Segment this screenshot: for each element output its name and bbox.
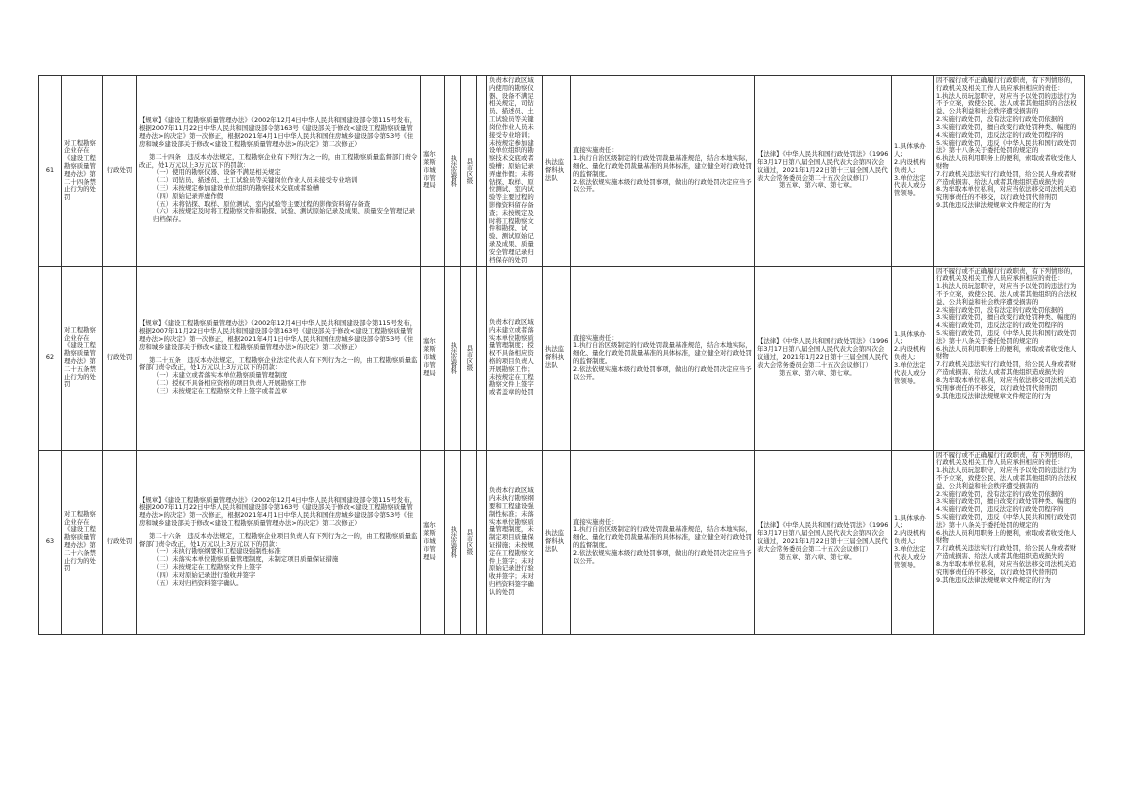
department: 塞尔莱斯市城市管理局 xyxy=(421,266,445,450)
row-index: 61 xyxy=(39,76,62,267)
liability-item: 1.执法人员玩忽职守，对应当予以处罚的违法行为不予立案，致使公民、法人或者其他组织的合法权益、公共利益和社会秩序遭受损害的 xyxy=(936,91,1077,116)
enforcement-type: 执法监督科 xyxy=(445,450,461,634)
enforcement-type: 执法监督科 xyxy=(445,266,461,450)
liability-item: 因不履行或不正确履行行政职责，有下列情形的，行政机关及相关工作人员应承担相应的责任： xyxy=(936,76,1077,92)
liability-item: 2.实施行政处罚，没有法定的行政处罚依据的 xyxy=(936,115,1064,124)
item-category: 行政处罚 xyxy=(103,266,137,450)
liability-item: 9.其他违反法律法规规章文件规定的行为 xyxy=(936,575,1051,584)
text-line: 【法律】《中华人民共和国行政处罚法》（1996年3月17日第八届全国人民代表大会第四次会议通过，2021年1月22日第十三届全国人民代表大会常务委员会第二十五次会议修订） xyxy=(757,337,889,369)
text-line: 1.具体承办人; xyxy=(894,329,926,346)
text-line: 2.内设机构负责人; xyxy=(894,158,926,174)
basis-paragraph: （二）未落实本单位勘察质量管理制度，未制定项目质量保证措施 xyxy=(153,555,339,564)
liability-list xyxy=(934,266,1085,450)
basis-paragraph: 第二十六条 违反本办法规定，工程勘察企业项目负责人有下列行为之一的，由工程勘察质量监督部门责令改正，处1万元以上3万元以下的罚款： xyxy=(139,531,418,548)
basis-paragraph: 【规章】《建设工程勘察质量管理办法》（2002年12月4日中华人民共和国建设部令第115号发布，根据2007年11月22日中华人民共和国建设部令第163号《建设部关于修改<建设工程勘察质量管理办法>的决定》第一次修正，根据2021年4月1日中华人民共和国住房城乡建设部令第53号《住房和城乡建设部关于修改<建设工程勘察质量管理办法>的决定》第二次修正） xyxy=(139,116,417,148)
liability-item: 3.实施行政处罚，擅自改变行政处罚种类、幅度的 xyxy=(936,122,1077,131)
text-line: 1.执行自治区级制定的行政处罚裁量基准规范，结合本地实际，细化、量化行政处罚裁量基准的具体标准，建立健全对行政处罚的监督制度。 xyxy=(573,154,752,178)
text-line: 【法律】《中华人民共和国行政处罚法》（1996年3月17日第八届全国人民代表大会第四次会议通过，2021年1月22日第十三届全国人民代表大会常务委员会第二十五次会议修订） xyxy=(757,521,889,553)
liability-item: 因不履行或不正确履行行政职责，有下列情形的，行政机关及相关工作人员应承担相应的责任： xyxy=(936,266,1077,283)
table-row xyxy=(39,76,1085,267)
liability-item: 4.实施行政处罚，违反法定的行政处罚程序的 xyxy=(936,130,1064,139)
liability-item: 8.为牟取本单位私利，对应当依法移交司法机关追究刑事责任的不移交，以行政处罚代替刑罚 xyxy=(936,559,1077,576)
liability-item: 7.行政机关违法实行行政处罚，给公民人身或者财产造成损害、给法人或者其他组织造成损失的 xyxy=(936,544,1077,561)
basis-paragraph: （五）未将钻探、取样、原位测试、室内试验等主要过程的影像资料留存备查 xyxy=(153,199,371,208)
basis-paragraph: （四）原始记录弄虚作假 xyxy=(153,191,224,200)
text-line: 2.内设机构负责人; xyxy=(894,345,926,362)
item-content: 负责本行政区域内使用的勘察仪器、设备不满足相关规定，司钻员、描述员、土工试验员等关键岗位作业人员未接受专业培训；未按规定参加建设单位组织的勘察技术交底或者验槽；原始记录弄虚作假；未将钻探、取样、原位测试、室内试验等主要过程的影像资料留存备查；未按规定及时将工程勘察文件和勘探、试验、测试原始记录及成果、质量安全管理记录归档保存的处罚 xyxy=(487,76,543,267)
basis-paragraph: 【规章】《建设工程勘察质量管理办法》（2002年12月4日中华人民共和国建设部令第115号发布，根据2007年11月22日中华人民共和国建设部令第163号《建设部关于修改<建设工程勘察质量管理办法>的决定》第一次修正，根据2021年4月1日中华人民共和国住房城乡建设部令第53号《住房和城乡建设部关于修改<建设工程勘察质量管理办法>的决定》第二次修正） xyxy=(139,495,417,527)
liability-item: 6.执法人员利用职务上的便利，索取或者收受他人财物 xyxy=(936,344,1077,361)
responsible-parties: 执法监督科执法队 xyxy=(543,76,571,267)
liability-list xyxy=(934,450,1085,634)
law-basis xyxy=(755,450,892,634)
responsibility-text xyxy=(571,450,755,634)
blank-cell xyxy=(477,266,487,450)
text-line: 2.依法依规实施本级行政处罚事项，做出的行政处罚决定应当予以公开。 xyxy=(573,548,752,565)
department: 塞尔莱斯市城市管理局 xyxy=(421,450,445,634)
liability-item: 9.其他违反法律法规规章文件规定的行为 xyxy=(936,391,1051,400)
row-index: 63 xyxy=(39,450,62,634)
text-line: 直接实施责任： xyxy=(573,146,618,155)
text-line: 2.依法依规实施本级行政处罚事项，做出的行政处罚决定应当予以公开。 xyxy=(573,364,752,381)
text-line: 1.执行自治区级制定的行政处罚裁量基准规范，结合本地实际，细化、量化行政处罚裁量基准的具体标准，建立健全对行政处罚的监督制度。 xyxy=(573,341,752,365)
item-name: 对工程勘察企业存在《建设工程勘察质量管理办法》第二十四条禁止行为的处罚 xyxy=(62,76,103,267)
table-row xyxy=(39,266,1085,450)
liability-item: 8.为牟取本单位私利，对应当依法移交司法机关追究刑事责任的不移交，以行政处罚代替刑罚 xyxy=(936,185,1077,202)
responsibility-text xyxy=(571,266,755,450)
responsible-parties: 执法监督科执法队 xyxy=(543,266,571,450)
liability-item: 7.行政机关违法实行行政处罚，给公民人身或者财产造成损害、给法人或者其他组织造成损失的 xyxy=(936,360,1077,377)
accountability xyxy=(892,76,934,267)
text-line: 第五章、第六章、第七章。 xyxy=(779,552,856,561)
item-name: 对工程勘察企业存在《建设工程勘察质量管理办法》第二十五条禁止行为的处罚 xyxy=(62,266,103,450)
text-line: 1.具体承办人; xyxy=(894,513,926,530)
basis-paragraph: （五）未对归档资料签字确认。 xyxy=(153,578,243,587)
basis-paragraph: （一）使用的勘察仪器、设备不满足相关规定 xyxy=(153,168,281,177)
liability-item: 5.实施行政处罚，违反《中华人民共和国行政处罚法》第十八条关于委托处罚的规定的 xyxy=(936,513,1077,529)
basis-paragraph: （一）未执行勘察纲要和工程建设强制性标准 xyxy=(153,547,281,556)
table-row xyxy=(39,450,1085,634)
liability-item: 2.实施行政处罚，没有法定的行政处罚依据的 xyxy=(936,489,1064,498)
liability-item: 4.实施行政处罚，违反法定的行政处罚程序的 xyxy=(936,505,1064,514)
liability-item: 6.执法人员利用职务上的便利，索取或者收受他人财物 xyxy=(936,528,1077,545)
responsible-parties: 执法监督科执法队 xyxy=(543,450,571,634)
liability-item: 1.执法人员玩忽职守，对应当予以处罚的违法行为不予立案，致使公民、法人或者其他组织的合法权益、公共利益和社会秩序遭受损害的 xyxy=(936,466,1077,490)
basis-paragraph: （三）未按规定在工程勘察文件上签字 xyxy=(153,563,262,572)
text-line: 第五章、第六章、第七章。 xyxy=(779,368,856,377)
level: 县市区级 xyxy=(461,266,477,450)
law-basis xyxy=(755,76,892,267)
liability-item: 8.为牟取本单位私利，对应当依法移交司法机关追究刑事责任的不移交，以行政处罚代替刑罚 xyxy=(936,375,1077,392)
item-content: 负责本行政区域内未执行勘察纲要和工程建设强制性标准；未落实本单位勘察质量管理制度，未制定项目质量保证措施；未按规定在工程勘察文件上签字；未对原始记录进行验收并签字；未对归档资料签字确认的处罚 xyxy=(487,450,543,634)
item-name: 对工程勘察企业存在《建设工程勘察质量管理办法》第二十六条禁止行为的处罚 xyxy=(62,450,103,634)
liability-item: 5.实施行政处罚，违反《中华人民共和国行政处罚法》第十八条关于委托处罚的规定的 xyxy=(936,329,1077,345)
legal-basis xyxy=(137,450,421,634)
liability-list xyxy=(934,76,1085,267)
item-category: 行政处罚 xyxy=(103,76,137,267)
liability-item: 7.行政机关违法实行行政处罚，给公民人身或者财产造成损害、给法人或者其他组织造成损失的 xyxy=(936,169,1077,186)
basis-paragraph: （四）未对原始记录进行验收并签字 xyxy=(153,570,256,579)
text-line: 直接实施责任： xyxy=(573,517,618,526)
basis-paragraph: （三）未按规定参加建设单位组织的勘察技术交底或者验槽 xyxy=(153,183,320,192)
basis-paragraph: 【规章】《建设工程勘察质量管理办法》（2002年12月4日中华人民共和国建设部令第115号发布，根据2007年11月22日中华人民共和国建设部令第163号《建设部关于修改<建设工程勘察质量管理办法>的决定》第一次修正，根据2021年4月1日中华人民共和国住房城乡建设部令第53号《住房和城乡建设部关于修改<建设工程勘察质量管理办法>的决定》第二次修正） xyxy=(139,319,417,351)
blank-cell xyxy=(477,450,487,634)
accountability xyxy=(892,450,934,634)
basis-paragraph: （二）司钻员、描述员、土工试验员等关键岗位作业人员未接受专业培训 xyxy=(153,176,358,185)
level: 县市区级 xyxy=(461,76,477,267)
basis-paragraph: 第二十五条 违反本办法规定，工程勘察企业法定代表人有下列行为之一的，由工程勘察质量监督部门责令改正，处1万元以上3万元以下的罚款： xyxy=(139,355,418,372)
item-category: 行政处罚 xyxy=(103,450,137,634)
text-line: 1.执行自治区级制定的行政处罚裁量基准规范，结合本地实际，细化、量化行政处罚裁量基准的具体标准，建立健全对行政处罚的监督制度。 xyxy=(573,525,752,549)
liability-item: 因不履行或不正确履行行政职责，有下列情形的，行政机关及相关工作人员应承担相应的责任： xyxy=(936,450,1077,467)
accountability xyxy=(892,266,934,450)
liability-item: 1.执法人员玩忽职守，对应当予以处罚的违法行为不予立案，致使公民、法人或者其他组织的合法权益、公共利益和社会秩序遭受损害的 xyxy=(936,282,1077,306)
item-content: 负责本行政区域内未建立或者落实本单位勘察质量管理制度；授权不具备相应资格的项目负责人开展勘察工作；未按规定在工程勘察文件上签字或者盖章的处罚 xyxy=(487,266,543,450)
liability-item: 3.实施行政处罚，擅自改变行政处罚种类、幅度的 xyxy=(936,497,1077,506)
power-list-table xyxy=(38,75,1085,635)
responsibility-text xyxy=(571,76,755,267)
text-line: 直接实施责任： xyxy=(573,333,618,342)
basis-paragraph: （三）未按规定在工程勘察文件上签字或者盖章 xyxy=(153,386,288,395)
liability-item: 9.其他违反法律法规规章文件规定的行为 xyxy=(936,201,1051,209)
text-line: 3.单位法定代表人或分管领导。 xyxy=(894,360,926,385)
text-line: 3.单位法定代表人或分管领导。 xyxy=(894,173,926,198)
row-index: 62 xyxy=(39,266,62,450)
enforcement-type: 执法监督科 xyxy=(445,76,461,267)
liability-item: 3.实施行政处罚，擅自改变行政处罚种类、幅度的 xyxy=(936,313,1077,322)
liability-item: 5.实施行政处罚，违反《中华人民共和国行政处罚法》第十八条关于委托处罚的规定的 xyxy=(936,138,1077,155)
law-basis xyxy=(755,266,892,450)
text-line: 2.内设机构负责人; xyxy=(894,529,926,546)
level: 县市区级 xyxy=(461,450,477,634)
liability-item: 2.实施行政处罚，没有法定的行政处罚依据的 xyxy=(936,305,1064,314)
department: 塞尔莱斯市城市管理局 xyxy=(421,76,445,267)
text-line: 2.依法依规实施本级行政处罚事项，做出的行政处罚决定应当予以公开。 xyxy=(573,177,752,194)
liability-item: 4.实施行政处罚，违反法定的行政处罚程序的 xyxy=(936,321,1064,330)
liability-item: 6.执法人员利用职务上的便利，索取或者收受他人财物 xyxy=(936,154,1077,170)
text-line: 3.单位法定代表人或分管领导。 xyxy=(894,544,926,569)
basis-paragraph: （六）未按规定及时将工程勘察文件和勘探、试验、测试原始记录及成果、质量安全管理记录归档保存。 xyxy=(153,207,416,224)
text-line: 【法律】《中华人民共和国行政处罚法》（1996年3月17日第八届全国人民代表大会第四次会议通过，2021年1月22日第十三届全国人民代表大会常务委员会第二十五次会议修订） xyxy=(757,150,889,182)
legal-basis xyxy=(137,266,421,450)
basis-paragraph: （二）授权不具备相应资格的项目负责人开展勘察工作 xyxy=(153,379,307,388)
legal-basis xyxy=(137,76,421,267)
text-line: 第五章、第六章、第七章。 xyxy=(779,181,856,190)
blank-cell xyxy=(477,76,487,267)
basis-paragraph: （一）未建立或者落实本单位勘察质量管理制度 xyxy=(153,371,288,380)
text-line: 1.具体承办人; xyxy=(894,142,926,159)
basis-paragraph: 第二十四条 违反本办法规定，工程勘察企业有下列行为之一的，由工程勘察质量监督部门责令改正，处1万元以上3万元以下的罚款： xyxy=(139,152,418,169)
